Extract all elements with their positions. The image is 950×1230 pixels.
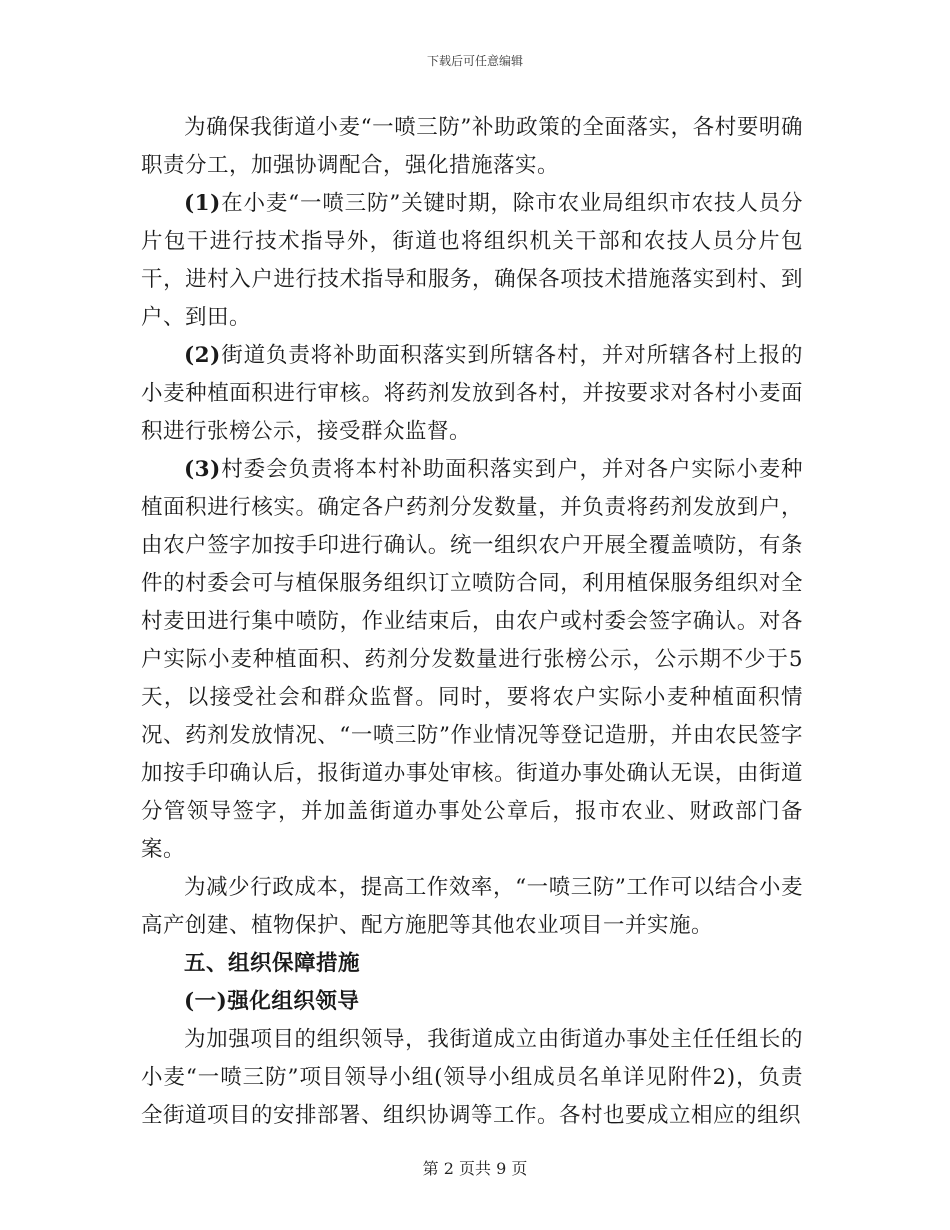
paragraph-cost-reduction <box>141 869 803 945</box>
item-number: (2) <box>184 343 221 368</box>
paragraph-item-2 <box>141 337 803 451</box>
paragraph-organization <box>141 1021 803 1135</box>
paragraph-text: 为确保我街道小麦“一喷三防”补助政策的全面落实，各村要明确职责分工，加强协调配合，强化措施落实。 <box>141 115 803 178</box>
page-footer: 第 2 页共 9 页 <box>422 1159 528 1178</box>
paragraph-item-1 <box>141 185 803 337</box>
paragraph-intro <box>141 109 803 185</box>
subsection-heading: (一)强化组织领导 <box>184 989 360 1014</box>
paragraph-item-3 <box>141 451 803 869</box>
paragraph-text: 为加强项目的组织领导，我街道成立由街道办事处主任任组长的小麦“一喷三防”项目领导小组(领导小组成员名单详见附件2)，负责全街道项目的安排部署、组织协调等工作。各村也要成立相应的组织 <box>141 1027 803 1128</box>
section-heading: 五、组织保障措施 <box>184 951 361 976</box>
item-number: (3) <box>184 457 221 482</box>
paragraph-text: 村委会负责将本村补助面积落实到户，并对各户实际小麦种植面积进行核实。确定各户药剂分发数量，并负责将药剂发放到户，由农户签字加按手印进行确认。统一组织农户开展全覆盖喷防，有条件的村委会可与植保服务组织订立喷防合同，利用植保服务组织对全村麦田进行集中喷防，作业结束后，由农户或村委会签字确认。对各户实际小麦种植面积、药剂分发数量进行张榜公示，公示期不少于5天，以接受社会和群众监督。同时，要将农户实际小麦种植面积情况、药剂发放情况、“一喷三防”作业情况等登记造册，并由农民签字加按手印确认后，报街道办事处审核。街道办事处确认无误，由街道分管领导签字，并加盖街道办事处公章后，报市农业、财政部门备案。 <box>141 457 803 862</box>
page-header: 下载后可任意编辑 <box>426 54 523 68</box>
document-body <box>141 109 803 1135</box>
paragraph-text: 为减少行政成本，提高工作效率，“一喷三防”工作可以结合小麦高产创建、植物保护、配方施肥等其他农业项目一并实施。 <box>141 875 803 938</box>
paragraph-text: 街道负责将补助面积落实到所辖各村，并对所辖各村上报的小麦种植面积进行审核。将药剂发放到各村，并按要求对各村小麦面积进行张榜公示，接受群众监督。 <box>141 343 803 444</box>
paragraph-text: 在小麦“一喷三防”关键时期，除市农业局组织市农技人员分片包干进行技术指导外，街道也将组织机关干部和农技人员分片包干，进村入户进行技术指导和服务，确保各项技术措施落实到村、到户、到田。 <box>141 191 803 330</box>
item-number: (1) <box>184 191 221 216</box>
